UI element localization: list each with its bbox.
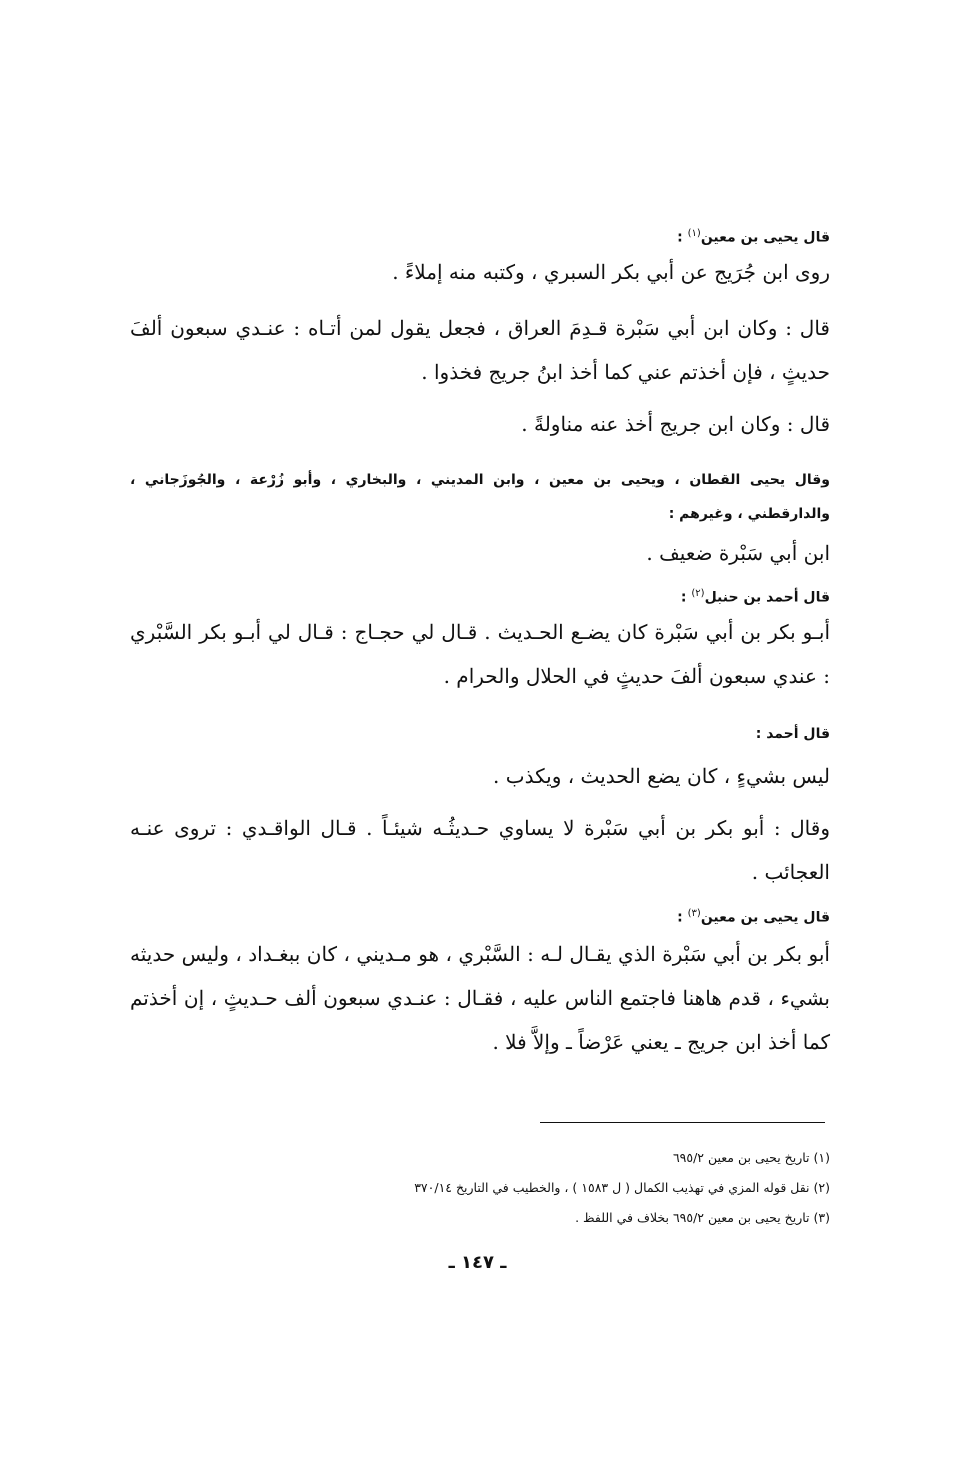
section-critics: [130, 463, 830, 575]
section-heading: قال أحمد :: [755, 726, 830, 742]
footnote-mark: (٣): [687, 908, 701, 919]
section-munawala: [130, 402, 830, 446]
section-heading: قال يحيى بن معين$^{(٣)}$ :: [677, 908, 830, 926]
page-number: ـ ١٤٧ ـ: [448, 1252, 507, 1273]
footnote-2: (٢) نقل قوله المزي في تهذيب الكمال ( ل ١٥٨٣ ) ، والخطيب في التاريخ ٣٧٠/١٤: [414, 1180, 830, 1195]
footnote-1: (١) تاريخ يحيى بن معين ٦٩٥/٢: [672, 1150, 830, 1165]
section-ahmad-2: [130, 726, 830, 798]
section-heading: قال أحمد بن حنبل$^{(٢)}$ :: [680, 588, 830, 606]
paragraph: قال : وكان ابن جريج أخذ عنه مناولةً .: [521, 412, 830, 436]
footnote-mark: (٢): [691, 588, 705, 599]
paragraph: وقال : أبو بكر بن أبي سَبْرة لا يساوي حـديثُـه شيئـاً . قـال الواقـدي : تروى عنـه العجائب .: [130, 816, 830, 884]
section-heading: قال يحيى بن معين$^{(١)}$ :: [677, 228, 830, 246]
section-waqidi: [130, 806, 830, 894]
paragraph: قال : وكان ابن أبي سَبْرة قـدِمَ العراق ، فجعل يقول لمن أتـاه : عنـدي سبعون ألفَ حديثٍ ، فإن أخذتم عني كما أخذ ابنُ جريج فخذوا .: [130, 316, 830, 384]
section-yahya-1: [130, 228, 830, 294]
section-yahya-2: [130, 908, 830, 1064]
paragraph: روى ابن جُرَيج عن أبي بكر السبري ، وكتبه منه إملاءً .: [392, 259, 830, 284]
footnote-3: (٣) تاريخ يحيى بن معين ٦٩٥/٢ بخلاف في اللفظ .: [575, 1210, 830, 1225]
paragraph: أبـو بكر بن أبي سَبْرة كان يضـع الحـديث . قـال لي حجـاج : قـال لي أبـو بكر السَّبْري : عندي سبعون ألفَ حديثٍ في الحلال والحرام .: [130, 619, 830, 688]
section-ahmad-1: [130, 588, 830, 698]
paragraph: أبو بكر بن أبي سَبْرة الذي يقـال لـه : السَّبْري ، هو مـديني ، كان ببغـداد ، وليس حديثه بشيء ، قدم هاهنا فاجتمع الناس عليه ، فقـال : عنـدي سبعون ألف حـديثٍ ، إن أخذتم كما أخذ ابن جريج ـ يعني عَرْضاً ـ وإلاَّ فلا .: [130, 941, 830, 1054]
paragraph: ليس بشيءٍ ، كان يضع الحديث ، ويكذب .: [493, 764, 830, 788]
section-quote-iraq: [130, 306, 830, 394]
footnote-divider: [540, 1122, 825, 1123]
section-heading: وقال يحيى القطان ، ويحيى بن معين ، وابن المديني ، والبخاري ، وأبو زُرْعة ، والجُوزَجاني ، والدارقطني ، وغيرهم :: [130, 472, 830, 522]
footnote-mark: (١): [687, 228, 701, 239]
paragraph: ابن أبي سَبْرة ضعيف .: [646, 541, 830, 565]
